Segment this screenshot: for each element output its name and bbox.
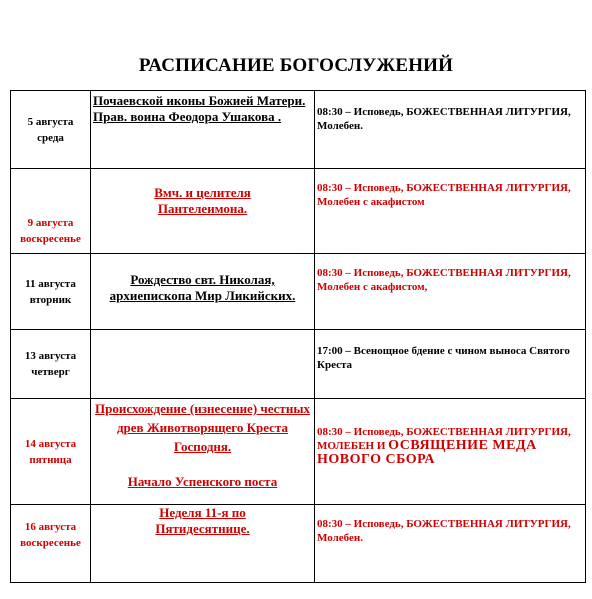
feast-cell <box>91 505 315 583</box>
date-text: 11 августа <box>25 277 76 290</box>
feast-cell <box>91 330 315 399</box>
service-text: 17:00 – Всенощное бдение с чином выноса Святого Креста <box>317 345 570 371</box>
service-text: 08:30 – Исповедь, БОЖЕСТВЕННАЯ ЛИТУРГИЯ, Молебен. <box>317 106 571 132</box>
feast-text: Начало Успенского поста <box>127 474 278 489</box>
feast-cell <box>91 169 315 254</box>
service-cell <box>315 399 586 505</box>
service-cell <box>315 91 586 169</box>
weekday-text: четверг <box>31 366 70 378</box>
service-cell <box>315 254 586 330</box>
service-text-prefix: МОЛЕБЕН И <box>317 440 389 452</box>
table-row <box>11 399 586 505</box>
weekday-text: пятница <box>29 453 72 466</box>
schedule-table <box>10 90 586 583</box>
feast-text: Происхождение (изнесение) честных древ Животворящего Креста Господня. <box>95 401 310 454</box>
feast-text: Вмч. и целителя Пантелеимона. <box>154 185 251 216</box>
date-text: 14 августа <box>24 437 77 450</box>
service-text: 08:30 – Исповедь, БОЖЕСТВЕННАЯ ЛИТУРГИЯ, Молебен с акафистом <box>317 182 571 208</box>
service-highlight: ОСВЯЩЕНИЕ МЕДА НОВОГО СБОРА <box>317 438 537 467</box>
feast-text: Почаевской иконы Божией Матери. <box>93 93 306 108</box>
service-text: 08:30 – Исповедь, БОЖЕСТВЕННАЯ ЛИТУРГИЯ, <box>317 426 571 438</box>
feast-text: Рождество свт. Николая, архиепископа Мир Ликийских. <box>109 272 296 303</box>
date-text: 13 августа <box>24 350 77 362</box>
date-cell <box>11 505 91 583</box>
page-title: РАСПИСАНИЕ БОГОСЛУЖЕНИЙ <box>138 55 454 76</box>
table-row <box>11 169 586 254</box>
service-cell <box>315 330 586 399</box>
feast-text: Неделя 11-я по Пятидесятнице. <box>155 505 250 536</box>
service-cell <box>315 505 586 583</box>
date-text: 5 августа <box>27 115 74 128</box>
weekday-text: воскресенье <box>20 233 81 245</box>
service-text-line2 <box>317 439 583 467</box>
date-cell <box>11 330 91 399</box>
date-cell <box>11 254 91 330</box>
feast-cell <box>91 254 315 330</box>
table-row <box>11 330 586 399</box>
weekday-text: среда <box>37 131 64 144</box>
feast-cell <box>91 91 315 169</box>
weekday-text: воскресенье <box>20 537 81 549</box>
table-row <box>11 91 586 169</box>
date-text: 16 августа <box>24 521 77 533</box>
service-text: 08:30 – Исповедь, БОЖЕСТВЕННАЯ ЛИТУРГИЯ, Молебен с акафистом, <box>317 267 571 293</box>
feast-cell <box>91 399 315 505</box>
feast-text: Прав. воина Феодора Ушакова . <box>93 109 282 124</box>
date-cell <box>11 399 91 505</box>
weekday-text: вторник <box>29 293 72 306</box>
service-text: 08:30 – Исповедь, БОЖЕСТВЕННАЯ ЛИТУРГИЯ, Молебен. <box>317 518 571 544</box>
date-cell <box>11 91 91 169</box>
service-cell <box>315 169 586 254</box>
date-text: 9 августа <box>27 217 74 229</box>
table-row <box>11 254 586 330</box>
table-row <box>11 505 586 583</box>
date-cell <box>11 169 91 254</box>
